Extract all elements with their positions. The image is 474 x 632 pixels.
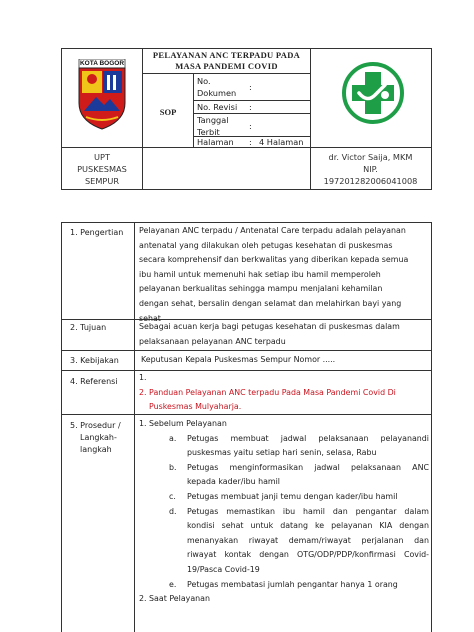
field-sep: : [249,102,252,112]
step-c-line: Petugas membuat janji temu dengan kader/ibu hamil [187,491,398,501]
step-d-line: menanyakan riwayat demam/riwayat perjalanan dan [187,535,429,545]
document-title [143,50,310,72]
header-title-line [142,73,310,74]
label-prosedur [70,420,132,456]
step-e [139,578,429,593]
sop-label: SOP [159,107,177,117]
pengertian-line: sehat [139,313,161,323]
pengertian-line: ibu hamil untuk memenuhi hak setiap ibu hamil memperoleh [139,269,381,279]
signer-block [310,151,431,187]
step-e-line: Petugas membatasi jumlah pengantar hanya 1 orang [187,579,398,589]
field-halaman [197,136,309,148]
step-d-line: Petugas memastikan ibu hamil dan pengantar dalam [187,506,429,516]
step-1-heading: 1. Sebelum Pelayanan [139,419,227,428]
kebijakan-text: Keputusan Kepala Puskesmas Sempur Nomor ..... [141,355,336,364]
prosedur-label-line: 5. Prosedur / [70,421,121,430]
puskesmas-logo [341,61,405,125]
kota-bogor-logo [76,59,128,131]
step-marker: d. [169,506,177,516]
step-b [139,461,429,490]
field-sep: : [249,121,252,131]
pengertian-line: antenatal yang dilakukan oleh petugas kesehatan di puskesmas [139,240,393,250]
signer-name: dr. Victor Saija, MKM [328,152,413,162]
step-d [139,505,429,578]
step-d-line: 19/Pasca Covid-19 [187,564,260,574]
referensi-item-1: 1. [139,373,147,382]
step-d-line: kondisi sehat untuk datang ke pelayanan KIA dengan [187,521,429,531]
pengertian-text [139,224,427,326]
step-b-line: Petugas menginformasikan jadwal pelaksanaan ANC [187,462,429,472]
step-b-line: kepada kader/ibu hamil [187,477,280,487]
title-line-2: MASA PANDEMI COVID [175,61,278,71]
field-no-revisi [197,101,307,113]
referensi-item-2: 2. Panduan Pelayanan ANC terpadu Pada Masa Pandemi Covid Di [139,387,396,397]
pengertian-line: dengan sehat, bersalin dengan selamat dan melahirkan bayi yang [139,298,402,308]
field-sep: : [249,82,252,92]
tujuan-text [139,320,427,349]
org-line-3: SEMPUR [84,176,120,186]
body-label-divider [134,222,135,632]
field-label: No. Revisi [197,102,238,112]
tujuan-line: pelaksanaan pelayanan ANC terpadu [139,336,286,346]
field-label: No. Dokumen [197,76,237,98]
prosedur-label-line: Langkah- [80,433,117,442]
label-referensi: 4. Referensi [70,377,118,386]
bogor-emblem-icon [76,59,128,131]
signer-nip-label: NIP. [363,164,378,174]
field-value: 4 Halaman [259,137,304,147]
field-tanggal-terbit [197,114,307,136]
tujuan-line: Sebagai acuan kerja bagi petugas kesehatan di puskesmas dalam [139,322,400,331]
referensi-item-2-cont: Puskesmas Mulyaharja. [149,402,242,412]
green-cross-icon [341,61,405,125]
field-no-dokumen [197,75,307,99]
pengertian-line: Pelayanan ANC terpadu / Antenatal Care terpadu adalah pelayanan [139,226,406,235]
org-line-2: PUSKESMAS [77,164,127,174]
logo-label: KOTA BOGOR [79,60,125,67]
step-2-heading: 2. Saat Pelayanan [139,594,211,604]
step-marker: c. [169,491,176,501]
label-tujuan: 2. Tujuan [70,323,107,332]
label-kebijakan: 3. Kebijakan [70,356,119,365]
step-c [139,490,429,505]
organization-name [62,151,142,187]
step-a-line: Petugas membuat jadwal pelaksanaan pelayanandi [187,433,429,443]
step-a [139,432,429,461]
referensi-list [139,371,429,415]
pengertian-line: pelayanan berkualitas sehingga mampu menjalani kehamilan [139,284,383,294]
signer-nip: 197201282006041008 [323,176,418,186]
field-label: Halaman [197,137,234,147]
org-line-1: UPT [94,152,110,162]
field-label: Tanggal Terbit [197,115,229,137]
step-d-line: riwayat kontak dengan OTG/ODP/PDP/konfirmasi Covid- [187,550,429,560]
row-sep-2 [61,350,432,351]
title-line-1: PELAYANAN ANC TERPADU PADA [152,50,301,60]
step-marker: a. [169,433,177,443]
label-pengertian: 1. Pengertian [70,228,124,237]
pengertian-line: secara komprehensif dan berkwalitas yang diberikan kepada semua [139,255,409,265]
step-marker: b. [169,462,177,472]
prosedur-steps [139,417,429,607]
step-a-line: puskesmas yaitu setiap hari senin, selasa, Rabu [187,448,377,458]
prosedur-label-line: langkah [80,445,112,454]
field-sep: : [249,137,252,147]
step-marker: e. [169,579,177,589]
